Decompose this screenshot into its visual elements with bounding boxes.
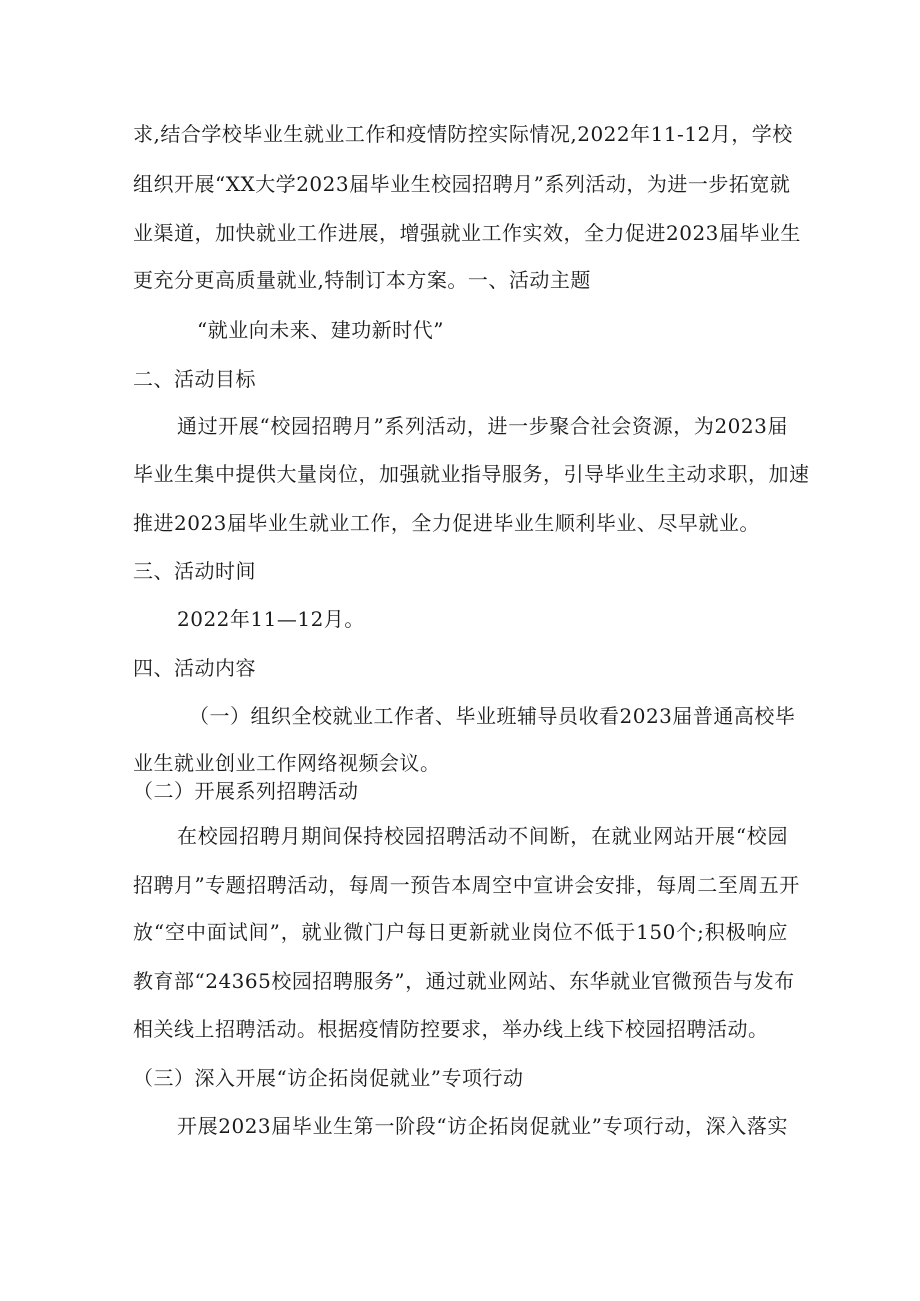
content-item-2-line-4: 教育部“24365校园招聘服务”，通过就业网站、东华就业官微预告与发布 (133, 969, 795, 993)
content-item-3-heading: （三）深入开展“访企拓岗促就业”专项行动 (133, 1066, 524, 1090)
content-item-1-line-1: （一）组织全校就业工作者、毕业班辅导员收看2023届普通高校毕 (189, 704, 796, 728)
paragraph-intro-line-4: 更充分更高质量就业,特制订本方案。一、活动主题 (133, 268, 591, 292)
paragraph-intro-line-2: 组织开展“XX大学2023届毕业生校园招聘月”系列活动，为进一步拓宽就 (133, 172, 791, 196)
paragraph-intro-line-3: 业渠道，加快就业工作进展，增强就业工作实效，全力促进2023届毕业生 (133, 221, 801, 245)
goals-line-1: 通过开展“校园招聘月”系列活动，进一步聚合社会资源，为2023届 (177, 414, 788, 438)
paragraph-intro-line-1: 求,结合学校毕业生就业工作和疫情防控实际情况,2022年11-12月，学校 (133, 122, 793, 146)
content-item-2-line-2: 招聘月”专题招聘活动，每周一预告本周空中宣讲会安排，每周二至周五开 (133, 873, 800, 897)
activity-theme-text: “就业向未来、建功新时代” (197, 318, 444, 342)
content-item-2-line-3: 放“空中面试间”，就业微门户每日更新就业岗位不低于150个;积极响应 (133, 920, 788, 944)
content-item-2-line-1: 在校园招聘月期间保持校园招聘活动不间断，在就业网站开展“校园 (177, 824, 788, 848)
section-heading-time: 三、活动时间 (133, 559, 256, 583)
section-heading-content: 四、活动内容 (133, 656, 256, 680)
content-item-2-line-5: 相关线上招聘活动。根据疫情防控要求，举办线上线下校园招聘活动。 (133, 1017, 769, 1041)
content-item-1-line-2: 业生就业创业工作网络视频会议。 (133, 751, 441, 775)
content-item-2-heading: （二）开展系列招聘活动 (133, 779, 359, 803)
goals-line-2: 毕业生集中提供大量岗位，加强就业指导服务，引导毕业生主动求职，加速 (133, 462, 810, 486)
activity-time-text: 2022年11—12月。 (177, 607, 365, 631)
content-item-3-line-1: 开展2023届毕业生第一阶段“访企拓岗促就业”专项行动，深入落实 (177, 1114, 788, 1138)
goals-line-3: 推进2023届毕业生就业工作，全力促进毕业生顺利毕业、尽早就业。 (133, 511, 760, 535)
section-heading-goals: 二、活动目标 (133, 367, 256, 391)
